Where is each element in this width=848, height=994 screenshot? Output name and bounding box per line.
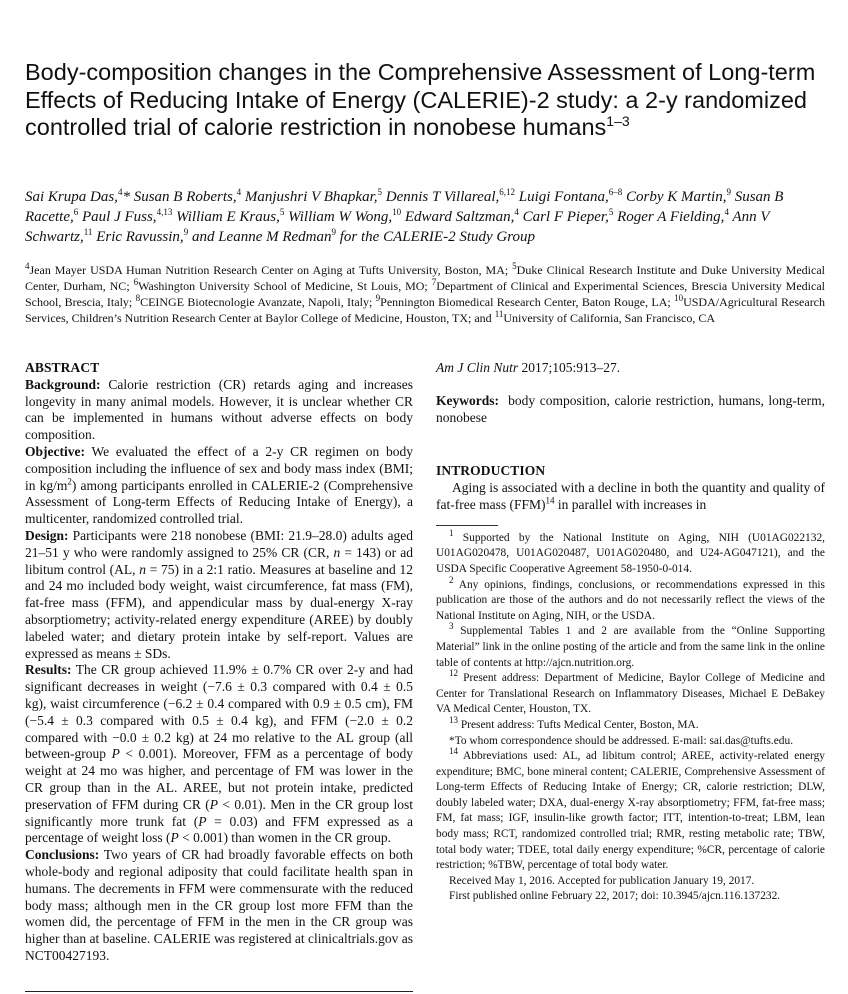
author-affiliation-marker: 6,12 [499, 187, 515, 197]
footnote-text: Abbreviations used: AL, ad libitum control; AREE, activity-related energy expenditure; BMC, bone mineral content; CALERIE, Comprehensive Assessment of Long-term Effects of Reducing Intake of Energy; CR, calorie restriction; DLW, doubly labeled water; DXA, dual-energy X-ray absorptiometry; FFM, fat-free mass; FM, fat mass; IGF, insulin-like growth factor; ITT, intention-to-treat; LBM, lean body mass; RCT, randomized controlled trial; RMR, resting metabolic rate; TBW, total body water; TDEE, total daily energy expenditure; %CR, percentage of calorie restriction; %TBW, percentage of total body water. [436, 750, 825, 872]
author-name: Ann V Schwartz, [25, 209, 770, 245]
author-name: William E Kraus, [176, 209, 280, 225]
author-affiliation-marker: 10 [392, 207, 402, 217]
affiliation-marker: 6 [133, 277, 139, 287]
footnote [436, 668, 825, 718]
author-name: Manjushri V Bhapkar, [244, 189, 378, 205]
design-label: Design: [25, 527, 69, 543]
author-affiliation-marker: 9 [726, 187, 731, 197]
footnote [436, 621, 825, 671]
affiliation-marker: 8 [135, 293, 141, 303]
footnote [436, 889, 825, 905]
footnote-marker: 13 [449, 715, 458, 726]
keywords-text: body composition, calorie restriction, humans, long-term, nonobese [436, 392, 826, 425]
footnote-text: *To whom correspondence should be addressed. E-mail: sai.das@tufts.edu. [449, 734, 794, 747]
author-name: Paul J Fuss, [81, 209, 157, 225]
introduction-heading: INTRODUCTION [436, 463, 546, 479]
footnote [436, 874, 825, 890]
author-affiliation-marker: 9 [183, 227, 189, 237]
author-name: Carl F Pieper, [522, 209, 609, 225]
footnote-text: Present address: Tufts Medical Center, Boston, MA. [458, 718, 699, 731]
results-text-cont: < 0.001) than women in the CR group. [178, 830, 392, 846]
abstract-results [25, 662, 413, 847]
keywords [436, 393, 825, 427]
author-name: Edward Saltzman, [404, 209, 515, 225]
citation-journal: Am J Clin Nutr [436, 360, 519, 375]
footnote-divider [436, 525, 498, 526]
p-symbol: P [198, 813, 207, 829]
affiliation-marker: 4 [25, 261, 30, 271]
footnote-text: Any opinions, findings, conclusions, or recommendations expressed in this publication are those of the authors and do not necessarily reflect the views of the National Institute on Aging, NIH, or the USDA. [436, 578, 825, 622]
author-name: Luigi Fontana, [518, 189, 609, 205]
affiliation-marker: 5 [512, 261, 517, 271]
author-name: Eric Ravussin, [96, 229, 184, 245]
author-affiliation-marker: 6 [73, 207, 79, 217]
author-name: William W Wong, [288, 209, 393, 225]
abstract-objective [25, 444, 413, 528]
affiliation-text: Department of Clinical and Experimental Sciences, Brescia University Medical School, Brescia, Italy; [25, 279, 825, 309]
footnote-marker: 12 [449, 668, 458, 679]
abstract-background [25, 377, 413, 444]
footnote [436, 734, 825, 750]
introduction-text [436, 480, 825, 514]
affiliations [25, 262, 825, 326]
abstract-design [25, 528, 413, 662]
author-affiliation-marker: 5 [608, 207, 614, 217]
abstract-citation [436, 360, 825, 377]
conclusions-text: Two years of CR had broadly favorable effects on both whole-body and regional adiposity that could facilitate health span in humans. The decrements in FFM were commensurate with the reduced body mass; although men in the CR group lost more FFM than the women did, the percentage of FFM in the men in the CR group was higher than at baseline. CALERIE was registered at clinicaltrials.gov as NCT00427193. [25, 847, 413, 963]
footnote-text: Supported by the National Institute on Aging, NIH (U01AG022132, U01AG020478, U01AG020487, U01AG020480, and U24-AG047121), and the USDA Specific Cooperative Agreement 58-1950-0-014. [436, 531, 825, 575]
author-affiliation-marker: 5 [377, 187, 383, 197]
results-text-cont: = 0.03) and FFM expressed as a percentage of weight loss ( [25, 813, 413, 846]
abstract-column [25, 360, 413, 965]
affiliation-text: Washington University School of Medicine, St Louis, MO; [138, 279, 432, 293]
footnote [436, 527, 825, 578]
footnote-text: Present address: Department of Medicine, Baylor College of Medicine and Center for Translational Research on Inflammatory Diseases, Michael E DeBakey VA Medical Center, Houston, TX. [436, 672, 825, 716]
affiliation-text: University of California, San Francisco, CA [503, 311, 715, 325]
affiliation-text: CEINGE Biotecnologie Avanzate, Napoli, Italy; [140, 295, 376, 309]
conclusions-label: Conclusions: [25, 847, 100, 863]
footnote [436, 746, 825, 874]
results-label: Results: [25, 662, 72, 678]
affiliation-marker: 9 [375, 293, 381, 303]
author-name: Sai Krupa Das, [25, 189, 118, 205]
affiliation-text: Duke Clinical Research Institute and Duke University Medical Center, Durham, NC; [25, 263, 825, 293]
footnotes [436, 527, 825, 905]
design-n: n [139, 561, 146, 577]
objective-sup: 2 [67, 476, 72, 487]
author-affiliation-marker: 4 [236, 187, 242, 197]
footnote-marker: 1 [449, 527, 454, 538]
design-text-cont: = 143) or ad libitum control (AL, [25, 544, 413, 577]
author-affiliation-marker: 11 [83, 227, 93, 237]
intro-text-cont: in parallel with increases in [554, 496, 707, 512]
results-text-cont: < 0.001). Moreover, FFM as a percentage of body weight at 24 mo was higher, and percentage of FM was lower in the CR group than in the AL. AREE, but not protein intake, predicted preservation of FFM during CR ( [25, 746, 413, 812]
author-affiliation-marker: 4 [724, 207, 729, 217]
author-affiliation-marker: 4 [514, 207, 519, 217]
p-symbol: P [111, 746, 120, 762]
design-n: n [333, 544, 341, 560]
results-text-cont: < 0.01). Men in the CR group lost significantly more trunk fat ( [25, 796, 413, 829]
citation-rest: 2017;105:913–27. [521, 360, 621, 375]
author-list [25, 187, 830, 247]
footnote [436, 574, 825, 625]
author-separator: for the CALERIE-2 Study Group [336, 229, 536, 245]
keywords-label: Keywords: [436, 392, 499, 408]
abstract-conclusions [25, 847, 413, 965]
author-affiliation-marker: 4 [117, 187, 123, 197]
author-affiliation-marker: 9 [331, 227, 336, 237]
title-text: Body-composition changes in the Comprehensive Assessment of Long-term Effects of Reducing Intake of Energy (CALERIE)-2 study: a 2-y randomized controlled trial of calorie restriction in nonobese humans [25, 59, 816, 140]
affiliation-marker: 10 [674, 293, 684, 303]
author-name: Roger A Fielding, [617, 209, 725, 225]
affiliation-text: Jean Mayer USDA Human Nutrition Research Center on Aging at Tufts University, Boston, MA; [29, 263, 513, 277]
footnote-text: First published online February 22, 2017; doi: 10.3945/ajcn.116.137232. [449, 890, 781, 903]
right-column [436, 360, 825, 905]
footnote-marker: 14 [449, 746, 458, 757]
results-text: The CR group achieved 11.9% ± 0.7% CR over 2-y and had significant decreases in weight (−7.6 ± 0.3 compared with 0.4 ± 0.5 kg), waist circumference (−6.2 ± 0.4 compared with 0.9 ± 0.5 cm), FM (−5.4 ± 0.3 compared with 0.5 ± 0.4 kg), and FFM (−2.0 ± 0.2 compared with −0.0 ± 0.2 kg) at 24 mo relative to the AL group (all between-group [25, 662, 413, 762]
objective-text: We evaluated the effect of a 2-y CR regimen on body composition including the influence of sex and body mass index (BMI; in kg/m [25, 443, 413, 493]
affiliation-text: Pennington Biomedical Research Center, Baton Rouge, LA; [380, 295, 675, 309]
affiliation-marker: 11 [494, 309, 504, 319]
background-text: Calorie restriction (CR) retards aging and increases longevity in many animal models. However, it is unclear whether CR can be implemented in humans without adverse effects on body composition. [25, 376, 413, 443]
p-symbol: P [209, 796, 218, 812]
intro-sup: 14 [545, 495, 555, 506]
objective-text-cont: ) among participants enrolled in CALERIE-2 (Comprehensive Assessment of Long-term Effects of Reducing Intake of Energy), a multicenter, randomized controlled trial. [25, 477, 413, 527]
author-name: Susan B Roberts, [133, 189, 237, 205]
author-affiliation-marker: 6–8 [608, 187, 623, 197]
design-text-cont: = 75) in a 2:1 ratio. Measures at baseline and 12 and 24 mo included body weight, waist circumference, fat mass (FM), fat-free mass (FFM), and appendicular mass by dual-energy X-ray absorptiometry; activity-related energy expenditure (AREE) by doubly labeled water; and dietary protein intake by self-report. Values are expressed as means ± SDs. [25, 561, 413, 661]
title-footnote-marker: 1–3 [606, 113, 630, 130]
author-separator: * [122, 189, 134, 205]
footnote-text: Supplemental Tables 1 and 2 are available from the “Online Supporting Material” link in the online posting of the article and from the same link in the online table of contents at http://ajcn.nutrition.org. [436, 625, 825, 669]
objective-label: Objective: [25, 443, 85, 459]
author-affiliation-marker: 4,13 [156, 207, 173, 217]
footnote-text: Received May 1, 2016. Accepted for publication January 19, 2017. [449, 874, 755, 887]
background-label: Background: [25, 376, 101, 392]
abstract-heading: ABSTRACT [25, 360, 100, 375]
p-symbol: P [170, 830, 179, 846]
footnote-marker: 2 [449, 574, 454, 585]
bottom-divider [25, 991, 413, 992]
author-name: Corby K Martin, [626, 189, 727, 205]
author-name: and Leanne M Redman [191, 229, 332, 245]
author-name: Dennis T Villareal, [385, 189, 500, 205]
footnote-marker: 3 [449, 621, 454, 632]
affiliation-text: USDA/Agricultural Research Services, Children’s Nutrition Research Center at Baylor College of Medicine, Houston, TX; and [25, 295, 826, 325]
intro-text: Aging is associated with a decline in both the quantity and quality of fat-free mass (FFM) [436, 480, 825, 512]
author-affiliation-marker: 5 [279, 207, 285, 217]
author-name: Susan B Racette, [25, 189, 784, 225]
affiliation-marker: 7 [431, 277, 437, 287]
footnote [436, 715, 825, 734]
design-text: Participants were 218 nonobese (BMI: 21.9–28.0) adults aged 21–51 y who were randomly assigned to 25% CR (CR, [25, 527, 413, 560]
article-title [25, 59, 825, 142]
